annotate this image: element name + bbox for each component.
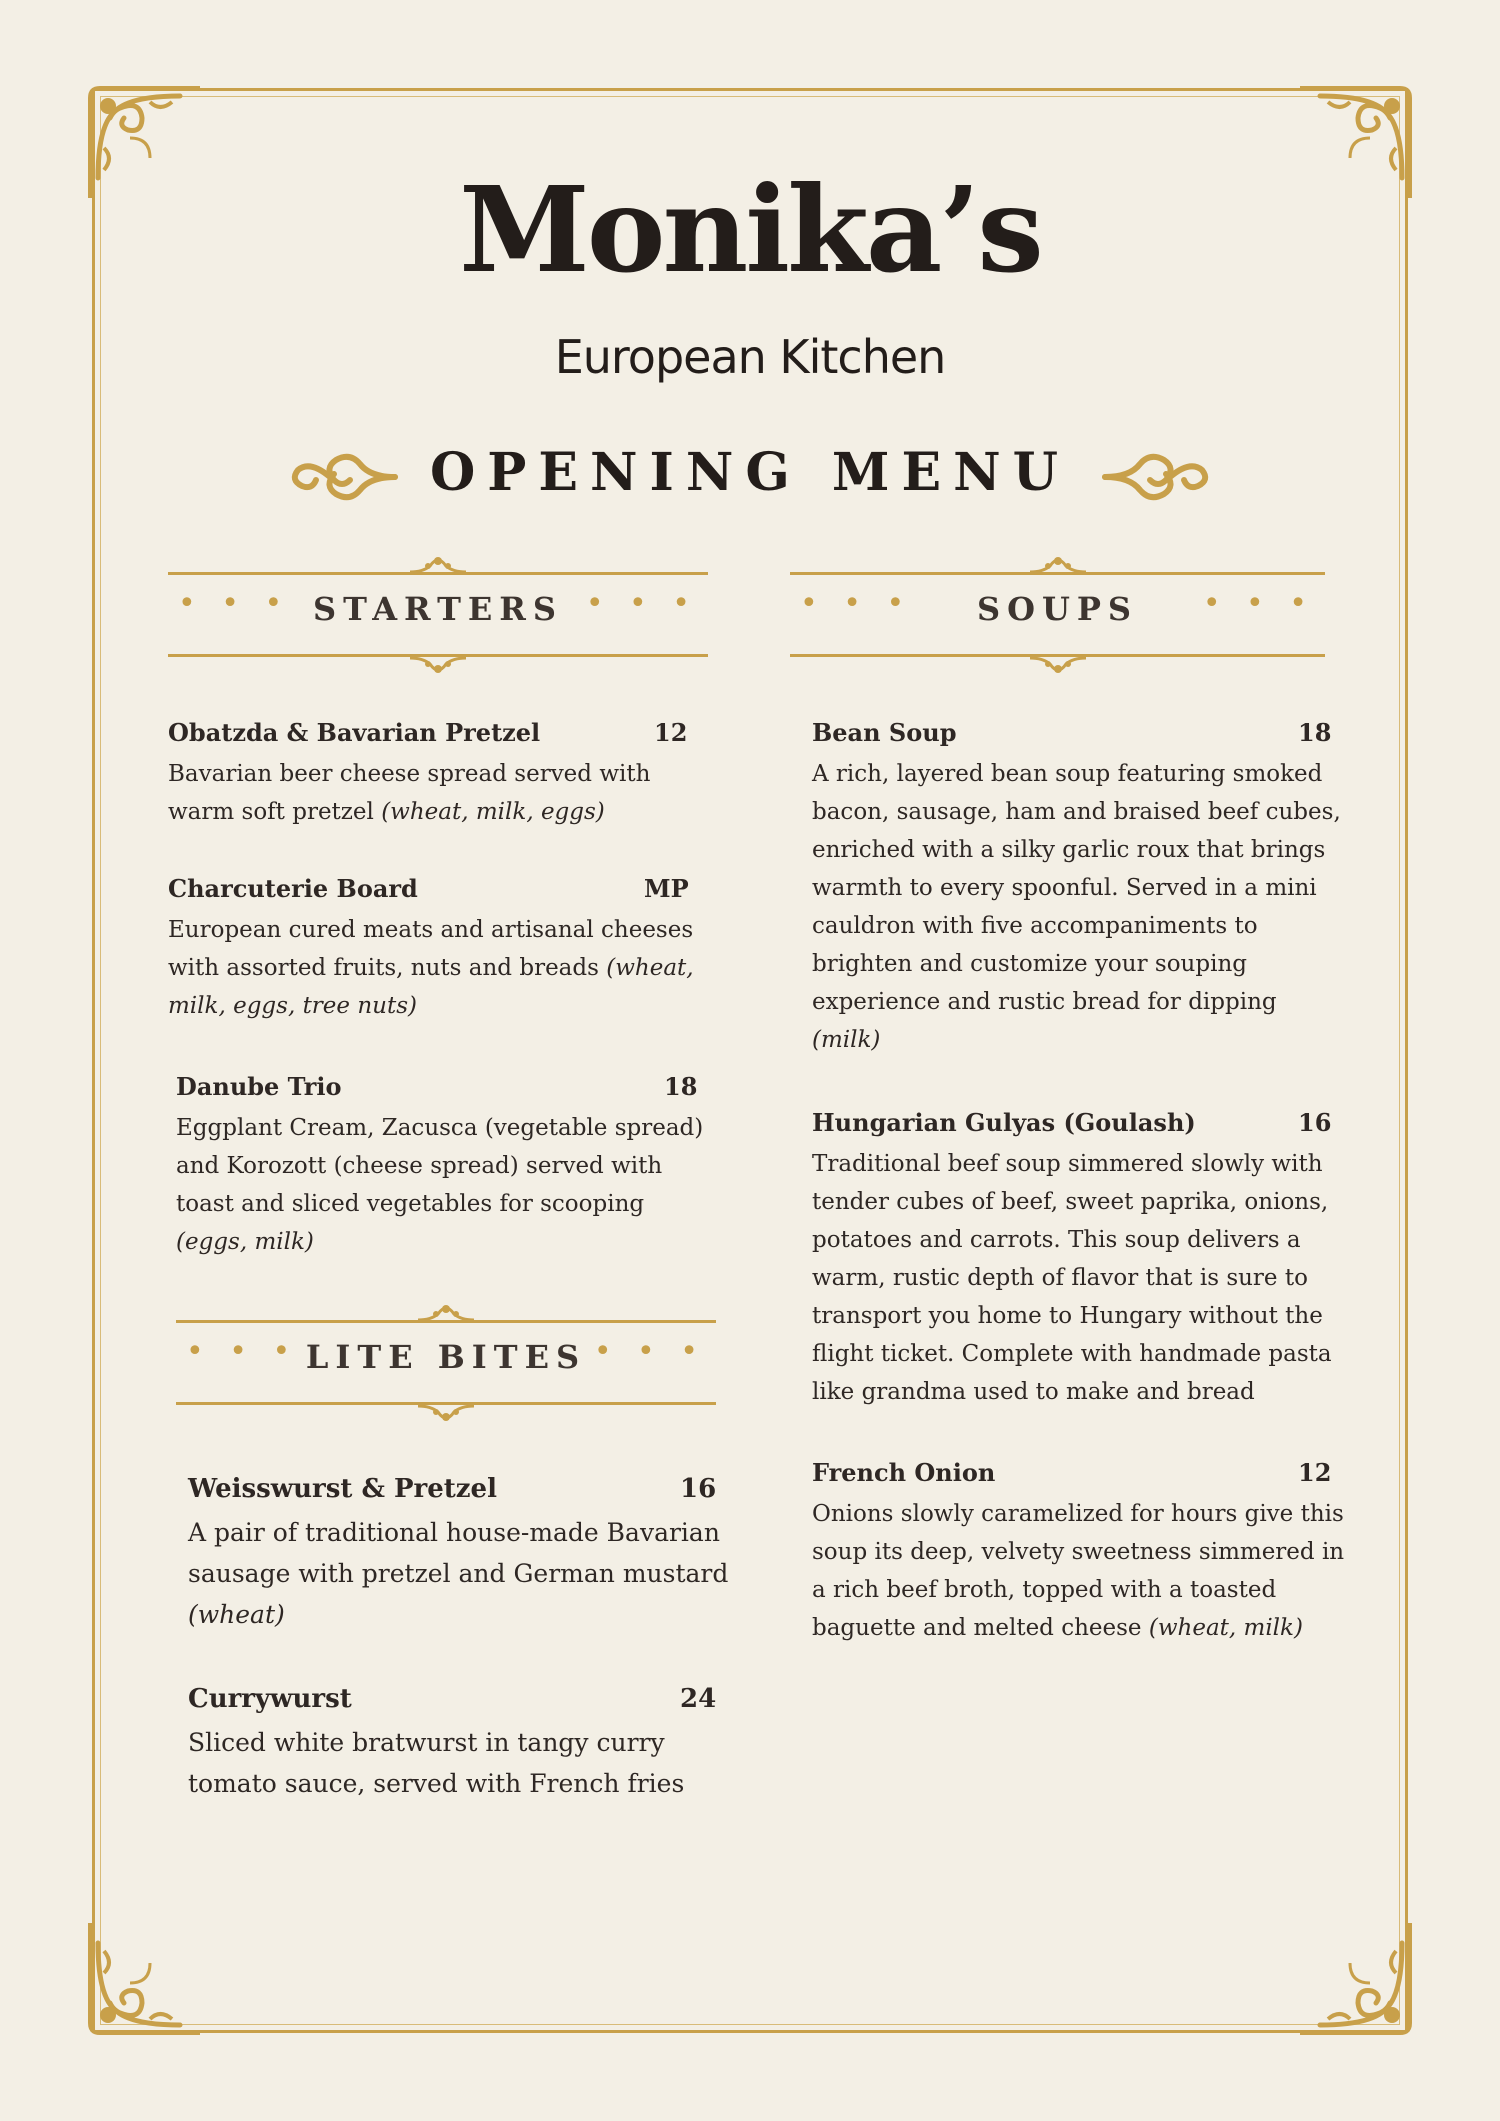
section-title: LITE BITES <box>305 1338 587 1376</box>
item-price: 24 <box>680 1684 717 1714</box>
starters-header <box>168 560 708 670</box>
dots-icon: • • • <box>186 1334 299 1369</box>
item-name: Charcuterie Board <box>168 874 418 903</box>
item-allergens: (wheat, milk) <box>1148 1615 1303 1641</box>
menu-title-text: OPENING MENU <box>429 442 1070 503</box>
item-name: Hungarian Gulyas (Goulash) <box>812 1108 1196 1137</box>
item-name: Danube Trio <box>176 1072 342 1101</box>
scroll-right-icon <box>1100 452 1210 502</box>
menu-item <box>188 1684 733 1804</box>
item-description: A pair of traditional house-made Bavarian sausage with pretzel and German mustard (wheat) <box>188 1518 729 1629</box>
menu-item <box>812 1108 1357 1411</box>
item-name: French Onion <box>812 1458 996 1487</box>
item-price: 12 <box>654 718 688 747</box>
item-description: European cured meats and artisanal cheeses with assorted fruits, nuts and breads (wheat, milk, eggs, tree nuts) <box>168 917 694 1019</box>
menu-item <box>188 1474 733 1635</box>
menu-item <box>812 718 1357 1059</box>
item-allergens: (milk) <box>812 1027 881 1053</box>
item-description: Bavarian beer cheese spread served with warm soft pretzel (wheat, milk, eggs) <box>168 761 651 825</box>
restaurant-name: Monika’s <box>459 160 1041 299</box>
dots-icon: • • • <box>1202 586 1315 621</box>
corner-ornament-icon <box>80 1913 210 2043</box>
item-description: A rich, layered bean soup featuring smoked bacon, sausage, ham and braised beef cubes, enriched with a silky garlic roux that brings warmth to every spoonful. Served in a mini cauldron with five accompaniments to brighten and customize your souping experience and rustic bread for dipping (milk) <box>812 761 1341 1053</box>
item-price: MP <box>644 874 689 903</box>
item-description: Sliced white bratwurst in tangy curry tomato sauce, served with French fries <box>188 1728 685 1798</box>
crest-icon <box>408 556 468 574</box>
dots-icon: • • • <box>585 586 698 621</box>
item-price: 16 <box>680 1474 717 1504</box>
item-name: Weisswurst & Pretzel <box>188 1474 497 1504</box>
item-allergens: (wheat, milk, eggs, tree nuts) <box>168 955 694 1019</box>
item-description: Traditional beef soup simmered slowly with tender cubes of beef, sweet paprika, onions, potatoes and carrots. This soup delivers a warm, rustic depth of flavor that is sure to transport you home to Hungary without the flight ticket. Complete with handmade pasta like grandma used to make and bread <box>812 1151 1332 1405</box>
section-title: SOUPS <box>976 590 1139 628</box>
item-price: 16 <box>1298 1108 1332 1137</box>
menu-item <box>812 1458 1357 1647</box>
menu-item <box>168 874 698 1025</box>
item-price: 18 <box>1298 718 1332 747</box>
item-price: 12 <box>1298 1458 1332 1487</box>
corner-ornament-icon <box>1290 1913 1420 2043</box>
crest-icon <box>416 1304 476 1322</box>
crest-icon <box>416 1404 476 1422</box>
soups-header <box>790 560 1325 670</box>
scroll-left-icon <box>290 452 400 502</box>
crest-icon <box>408 656 468 674</box>
item-name: Bean Soup <box>812 718 957 747</box>
item-allergens: (wheat) <box>188 1600 285 1629</box>
item-description: Eggplant Cream, Zacusca (vegetable spread) and Korozott (cheese spread) served with toast and sliced vegetables for scooping (eggs, milk) <box>176 1115 704 1255</box>
item-allergens: (eggs, milk) <box>176 1229 314 1255</box>
restaurant-subtitle: European Kitchen <box>554 330 946 384</box>
crest-icon <box>1028 556 1088 574</box>
lite-bites-header <box>176 1308 716 1418</box>
crest-icon <box>1028 656 1088 674</box>
item-description: Onions slowly caramelized for hours give this soup its deep, velvety sweetness simmered in a rich beef broth, topped with a toasted baguette and melted cheese (wheat, milk) <box>812 1501 1345 1641</box>
item-price: 18 <box>664 1072 698 1101</box>
dots-icon: • • • <box>800 586 913 621</box>
dots-icon: • • • <box>178 586 291 621</box>
item-name: Currywurst <box>188 1684 352 1714</box>
item-name: Obatzda & Bavarian Pretzel <box>168 718 541 747</box>
dots-icon: • • • <box>593 1334 706 1369</box>
item-allergens: (wheat, milk, eggs) <box>381 799 605 825</box>
menu-item <box>168 718 698 831</box>
menu-item <box>176 1072 716 1261</box>
menu-title <box>0 442 1500 503</box>
section-title: STARTERS <box>313 590 563 628</box>
